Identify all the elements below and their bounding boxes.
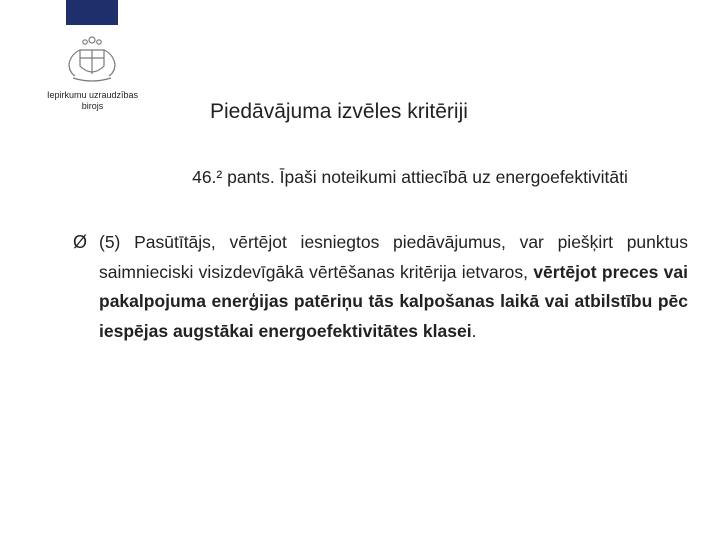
arrow-bullet-icon: Ø bbox=[73, 232, 88, 252]
bullet-text-part1: (5) Pasūtītājs, vērtējot iesniegtos piedāvājumus, var piešķirt punktus saimnieciski visizdevīgākā vērtēšanas kritērija ietvaros, bbox=[99, 232, 688, 282]
slide-title: Piedāvājuma izvēles kritēriji bbox=[210, 100, 468, 123]
org-name bbox=[40, 90, 145, 112]
org-logo bbox=[40, 34, 145, 119]
bullet-text-emphasis: vērtējot preces vai pakalpojuma enerģijas patēriņu tās kalpošanas laikā vai atbilstību pēc iespējas augstākai energoefektivitātes klasei bbox=[99, 261, 689, 341]
latvia-coat-of-arms-icon bbox=[63, 34, 121, 86]
slide-subtitle: 46.² pants. Īpaši noteikumi attiecībā uz energoefektivitāti bbox=[192, 167, 628, 187]
bullet-text-end: . bbox=[471, 320, 477, 341]
bullet-text bbox=[99, 228, 688, 346]
org-name-line2: birojs bbox=[81, 101, 104, 111]
brand-color-bar bbox=[66, 0, 118, 25]
org-name-line1: Iepirkumu uzraudzības bbox=[46, 90, 139, 100]
bullet-item bbox=[73, 228, 688, 346]
